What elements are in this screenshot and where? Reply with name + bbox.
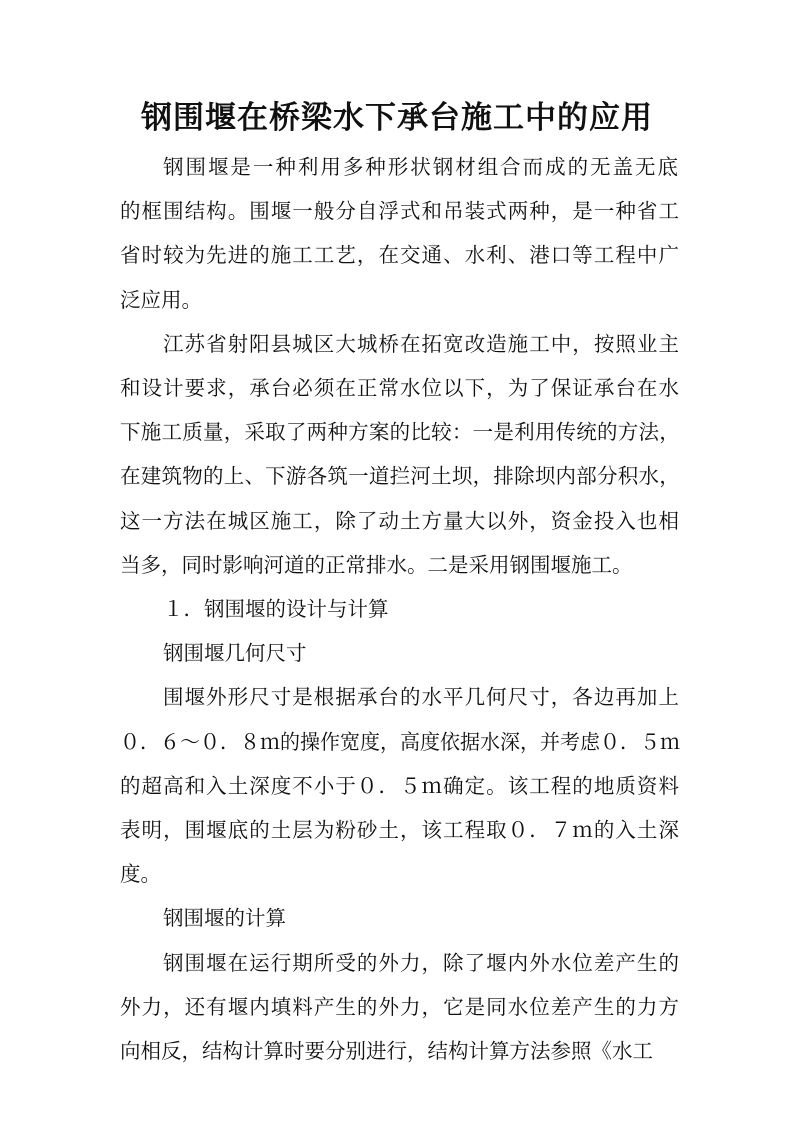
text-line: 钢围堰在运行期所受的外力，除了堰内外水位差产生的: [163, 951, 680, 975]
document-title: 钢围堰在桥梁水下承台施工中的应用: [141, 100, 653, 136]
heading-line: 钢围堰几何尺寸: [163, 641, 307, 665]
text-line: 泛应用。: [120, 288, 202, 312]
text-line: 向相反，结构计算时要分别进行，结构计算方法参照《水工: [120, 1039, 653, 1063]
text-line: 钢围堰是一种利用多种形状钢材组合而成的无盖无底: [163, 155, 680, 179]
text-line: 的超高和入土深度不小于０．５ｍ确定。该工程的地质资料: [120, 774, 680, 798]
heading-line: １．钢围堰的设计与计算: [163, 597, 389, 621]
text-line: 度。: [120, 862, 161, 886]
text-line: 和设计要求，承台必须在正常水位以下，为了保证承台在水: [120, 376, 680, 400]
text-line: 下施工质量，采取了两种方案的比较：一是利用传统的方法，: [120, 420, 680, 444]
text-line: 在建筑物的上、下游各筑一道拦河土坝，排除坝内部分积水，: [120, 464, 680, 488]
text-line: 当多，同时影响河道的正常排水。二是采用钢围堰施工。: [120, 553, 633, 577]
text-line: 外力，还有堰内填料产生的外力，它是同水位差产生的力方: [120, 995, 680, 1019]
heading-line: 钢围堰的计算: [163, 906, 286, 930]
text-line: 这一方法在城区施工，除了动土方量大以外，资金投入也相: [120, 509, 680, 533]
text-line: 的框围结构。围堰一般分自浮式和吊装式两种，是一种省工: [120, 199, 680, 223]
text-line: ０．６～０．８ｍ的操作宽度，高度依据水深，并考虑０．５ｍ: [120, 730, 680, 754]
text-line: 江苏省射阳县城区大城桥在拓宽改造施工中，按照业主: [163, 332, 680, 356]
text-line: 围堰外形尺寸是根据承台的水平几何尺寸，各边再加上: [163, 685, 680, 709]
text-line: 省时较为先进的施工工艺，在交通、水利、港口等工程中广: [120, 243, 680, 267]
text-line: 表明，围堰底的土层为粉砂土，该工程取０．７ｍ的入土深: [120, 818, 680, 842]
